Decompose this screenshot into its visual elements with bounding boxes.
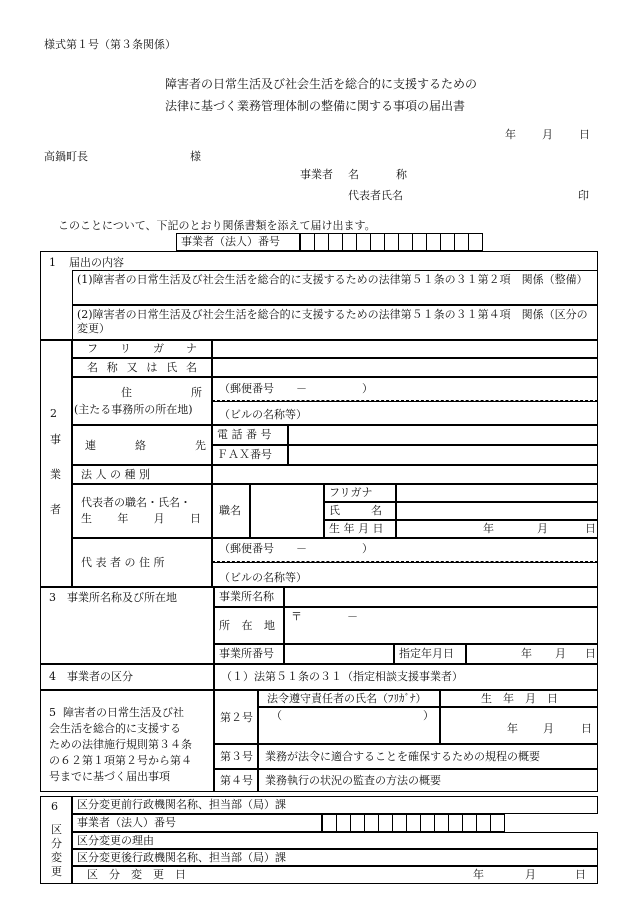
section-4-label-cell [40, 664, 214, 690]
section-5-title-line-4: の６２第１項第２号から第４ [49, 754, 192, 767]
contact-char-a: 連 [85, 439, 96, 452]
section-1-number: 1 [49, 256, 56, 269]
section-5-title-line-2: 会生活を総合的に支援する [49, 722, 181, 735]
address-building-label: （ビルの名称等） [219, 408, 307, 421]
applicant-name-a: 名 [348, 168, 359, 181]
office-number-label: 事業所番号 [219, 647, 274, 660]
section-1-title: 届出の内容 [69, 256, 124, 269]
rep-name-char-b: 名 [371, 504, 382, 517]
corp-number-label: 事業者（法人）番号 [181, 235, 280, 248]
officer-name-input[interactable] [258, 707, 440, 744]
address-char-b: 所 [191, 386, 202, 399]
section-5-number: 5 [49, 706, 56, 719]
corp-number-digit-box[interactable] [378, 814, 393, 832]
change-reason-label: 区分変更の理由 [77, 834, 154, 847]
name-char-3: 又 [126, 361, 138, 374]
tel-input[interactable] [288, 425, 598, 445]
date-year-label: 年 [505, 128, 516, 141]
job-input[interactable] [250, 484, 324, 538]
designated-date-input[interactable] [466, 644, 598, 664]
date-day-label: 日 [579, 128, 590, 141]
rep-address-postal-input[interactable] [212, 538, 598, 562]
section-6-number: 6 [51, 800, 58, 813]
seal-mark: 印 [578, 189, 589, 202]
section-2-char-3: 者 [50, 503, 61, 516]
rep-name-char-a: 氏 [329, 504, 340, 517]
change-date-char-4: 更 [153, 868, 164, 881]
name-char-1: 名 [87, 361, 98, 374]
officer-dob-year: 年 [507, 722, 518, 735]
corp-number-digit-box[interactable] [448, 814, 463, 832]
section-6-char-3: 変 [51, 851, 62, 864]
section-1-item-2: (2)障害者の日常生活及び社会生活を総合的に支援するための法律第５１条の３１第４項 関係（区分の変更） [77, 308, 588, 335]
corp-number-digit-box[interactable] [322, 814, 337, 832]
corp-number-digit-box[interactable] [412, 233, 427, 251]
corp-number-digit-box[interactable] [342, 233, 357, 251]
addressee-honorific: 様 [190, 150, 201, 163]
change-date-month: 月 [525, 868, 536, 881]
corp-number-digit-box[interactable] [454, 233, 469, 251]
corp-number-digit-box[interactable] [300, 233, 315, 251]
officer-dob-label: 生 年 月 日 [481, 692, 558, 705]
dob-input[interactable] [396, 520, 598, 538]
applicant-name-b: 称 [396, 168, 407, 181]
item-4-text-cell[interactable] [258, 769, 598, 792]
address-postal-label: （郵便番号 － ） [219, 382, 373, 395]
designated-day-label: 日 [585, 647, 596, 660]
change-reason-row[interactable] [72, 832, 598, 849]
rep-dob-char-3: 月 [153, 512, 165, 525]
officer-label-cell [258, 690, 440, 707]
section-3-label-cell [40, 587, 214, 664]
rep-name-label-cell [324, 502, 396, 520]
corp-number-digit-box[interactable] [350, 814, 365, 832]
corp-number-digit-box[interactable] [406, 814, 421, 832]
tel-label-cell [212, 425, 288, 445]
designated-date-label: 指定年月日 [399, 647, 454, 660]
name-char-4: は [146, 361, 158, 374]
name-char-2: 称 [106, 361, 118, 374]
corp-number-digit-box[interactable] [420, 814, 435, 832]
name-label-cell [72, 358, 212, 377]
section-2-number: 2 [50, 407, 57, 420]
next-agency-row[interactable] [72, 849, 598, 866]
job-label: 職名 [219, 504, 241, 517]
office-location-char-1: 所 [219, 619, 230, 632]
corp-number-digit-box[interactable] [328, 233, 343, 251]
corp-number-digit-box[interactable] [440, 233, 455, 251]
office-location-char-2: 在 [241, 619, 253, 632]
form-number: 様式第１号（第３条関係） [44, 38, 176, 51]
officer-paren-open: （ [271, 709, 282, 722]
item-3-text-cell[interactable] [258, 744, 598, 769]
officer-dob-input[interactable] [440, 707, 598, 744]
section-4-number: 4 [49, 670, 56, 683]
rep-dob-char-1: 生 [81, 512, 92, 525]
fax-input[interactable] [288, 445, 598, 465]
rep-furigana-input[interactable] [396, 484, 598, 502]
section-1-item-2-cell[interactable] [72, 305, 598, 340]
dob-day-label: 日 [585, 522, 596, 535]
item-4-label-cell [214, 769, 258, 792]
corp-number-digit-box[interactable] [364, 814, 379, 832]
date-month-label: 月 [542, 128, 553, 141]
furigana-char-3: ガ [153, 342, 164, 355]
rep-name-input[interactable] [396, 502, 598, 520]
officer-paren-close: ） [423, 709, 434, 722]
officer-dob-month: 月 [543, 722, 554, 735]
office-number-label-cell [214, 644, 284, 664]
item-2-label-cell [214, 690, 258, 744]
section-3-number: 3 [49, 591, 56, 604]
furigana-input[interactable] [212, 340, 598, 358]
postal-mark: 〒 [291, 610, 302, 623]
address-sub-label: (主たる事務所の所在地) [74, 403, 193, 416]
office-name-label-cell [214, 587, 284, 607]
rep-address-building-label: （ビルの名称等） [219, 571, 307, 584]
title-line-1: 障害者の日常生活及び社会生活を総合的に支援するための [165, 77, 478, 91]
section-4-title: 事業者の区分 [67, 670, 133, 683]
tel-label: 電 話 番 号 [217, 428, 272, 441]
change-date-row[interactable] [72, 866, 598, 884]
office-number-input[interactable] [284, 644, 394, 664]
section-5-title-line-5: 号までに基づく届出事項 [49, 770, 170, 783]
name-input[interactable] [212, 358, 598, 377]
item-4-label: 第４号 [220, 774, 253, 787]
representative-label: 代表者氏名 [348, 189, 403, 202]
corp-type-label-cell [72, 465, 212, 484]
address-building-input[interactable] [212, 401, 598, 425]
rep-dob-char-4: 日 [189, 512, 201, 525]
section-6-char-4: 更 [51, 865, 62, 878]
item-3-label: 第３号 [220, 750, 253, 763]
corp-number-digit-box[interactable] [398, 233, 413, 251]
item-4-text: 業務執行の状況の監査の方法の概要 [265, 774, 441, 787]
section-4-value-cell[interactable] [214, 664, 598, 690]
corp-number-digit-box[interactable] [336, 814, 351, 832]
job-label-cell [212, 484, 250, 538]
corp-number-digit-box[interactable] [476, 814, 491, 832]
corp-number-digit-box[interactable] [356, 233, 371, 251]
title-line-2: 法律に基づく業務管理体制の整備に関する事項の届出書 [165, 99, 466, 113]
rep-title-line-1: 代表者の職名・氏名・ [81, 496, 191, 509]
designated-year-label: 年 [521, 647, 532, 660]
section-4-value: （１）法第５１条の３１（指定相談支援事業者） [221, 670, 463, 683]
rep-title-label-cell [72, 484, 212, 538]
change-date-char-2: 分 [109, 868, 120, 881]
officer-dob-day: 日 [581, 722, 592, 735]
rep-furigana-label: フリガナ [329, 486, 373, 499]
corp-number-digit-box[interactable] [462, 814, 477, 832]
corp-number-label-cell [176, 233, 300, 251]
rep-address-building-input[interactable] [212, 562, 598, 587]
rep-furigana-label-cell [324, 484, 396, 502]
designated-date-label-cell [394, 644, 466, 664]
office-location-input[interactable] [284, 607, 598, 644]
section-5-title-line-3: ための法律施行規則第３４条 [49, 738, 192, 751]
item-3-label-cell [214, 744, 258, 769]
section-2-label-cell [40, 340, 72, 587]
section-6-label-cell [40, 796, 72, 884]
address-postal-input[interactable] [212, 377, 598, 401]
corp-type-label: 法 人 の 種 別 [81, 468, 150, 481]
rep-address-postal-label: （郵便番号 － ） [219, 542, 373, 555]
contact-label-cell [72, 425, 212, 465]
section-1-item-1-cell[interactable] [72, 270, 598, 305]
officer-dob-label-cell [440, 690, 598, 707]
corp-number-digit-box[interactable] [384, 233, 399, 251]
s6-corp-number-label: 事業者（法人）番号 [77, 816, 176, 829]
corp-number-digit-box[interactable] [490, 814, 505, 832]
furigana-char-1: フ [87, 342, 98, 355]
prev-agency-row[interactable] [72, 796, 598, 814]
name-char-5: 氏 [166, 361, 178, 374]
section-2-char-1: 事 [50, 433, 61, 446]
applicant-label: 事業者 [300, 168, 333, 181]
section-6-char-2: 分 [51, 837, 62, 850]
addressee: 高鍋町長 [44, 150, 88, 163]
prev-agency-label: 区分変更前行政機関名称、担当部（局）課 [77, 798, 286, 811]
change-date-year: 年 [473, 868, 484, 881]
designated-month-label: 月 [555, 647, 566, 660]
dob-label-cell [324, 520, 396, 538]
corp-number-digit-box[interactable] [426, 233, 441, 251]
rep-address-label-cell [72, 538, 212, 587]
contact-char-b: 絡 [135, 439, 146, 452]
corp-number-digit-box[interactable] [468, 233, 483, 251]
item-2-label: 第２号 [220, 711, 253, 724]
section-5-title-line-1: 障害者の日常生活及び社 [63, 706, 184, 719]
name-char-6: 名 [185, 361, 197, 374]
office-name-input[interactable] [284, 587, 598, 607]
section-3-title: 事業所名称及び所在地 [67, 591, 177, 604]
furigana-char-4: ナ [186, 342, 197, 355]
dob-month-label: 月 [537, 522, 548, 535]
change-date-char-1: 区 [87, 868, 98, 881]
contact-char-c: 先 [195, 439, 206, 452]
section-1-item-1: (1)障害者の日常生活及び社会生活を総合的に支援するための法律第５１条の３１第２項 関係（整備） [77, 273, 588, 286]
corp-number-digit-box[interactable] [392, 814, 407, 832]
rep-dob-char-2: 年 [117, 512, 129, 525]
address-label-cell [72, 377, 212, 425]
section-5-label-cell [40, 690, 214, 792]
dob-year-label: 年 [483, 522, 494, 535]
dob-label: 生 年 月 日 [329, 522, 384, 535]
change-date-char-3: 変 [131, 868, 142, 881]
section-2-char-2: 業 [50, 468, 61, 481]
change-date-day: 日 [575, 868, 586, 881]
section-6-char-1: 区 [51, 823, 62, 836]
corp-number-digit-box[interactable] [370, 233, 385, 251]
item-3-text: 業務が法令に適合することを確保するための規程の概要 [265, 750, 540, 763]
corp-type-input[interactable] [212, 465, 598, 484]
furigana-label-cell [72, 340, 212, 358]
fax-label: ＦＡＸ番号 [217, 448, 272, 461]
office-name-label: 事業所名称 [219, 590, 274, 603]
officer-label: 法令遵守責任者の氏名（ﾌﾘｶﾞﾅ） [267, 692, 427, 705]
office-location-char-3: 地 [264, 619, 275, 632]
s6-corp-number-label-cell [72, 814, 322, 832]
address-char-a: 住 [121, 386, 132, 399]
corp-number-digit-box[interactable] [434, 814, 449, 832]
corp-number-digit-box[interactable] [314, 233, 329, 251]
next-agency-label: 区分変更後行政機関名称、担当部（局）課 [77, 851, 286, 864]
furigana-char-2: リ [120, 342, 131, 355]
fax-label-cell [212, 445, 288, 465]
rep-address-label: 代 表 者 の 住 所 [81, 556, 165, 569]
postal-dash: － [347, 610, 358, 623]
office-location-label-cell [214, 607, 284, 644]
change-date-char-5: 日 [175, 868, 186, 881]
intro-text: このことについて、下記のとおり関係書類を添えて届け出ます。 [58, 219, 376, 232]
